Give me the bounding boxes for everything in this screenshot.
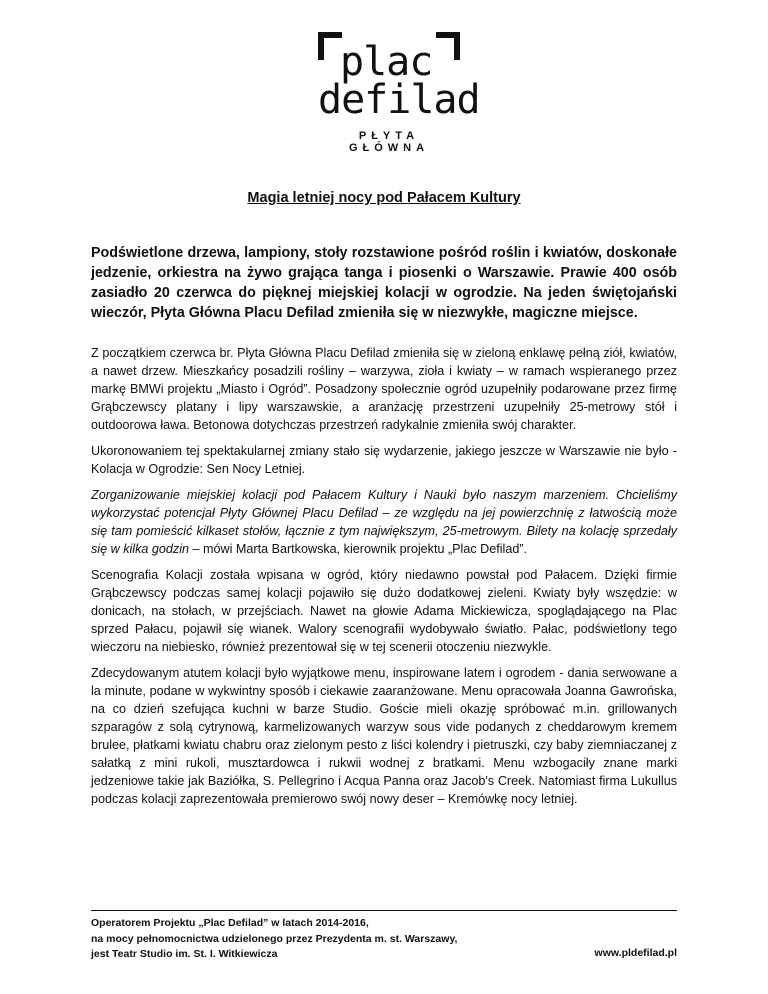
- quote-attribution: – mówi Marta Bartkowska, kierownik projektu „Plac Defilad”.: [189, 542, 528, 556]
- logo-corner-bracket-right: [436, 32, 460, 60]
- paragraph-3-quote: [91, 486, 677, 558]
- paragraph-1: Z początkiem czerwca br. Płyta Główna Placu Defilad zmieniła się w zieloną enklawę pełną ziół, kwiatów, a nawet drzew. Mieszkańcy posadzili rośliny – warzywa, zioła i kwiaty – w ramach wspieranego przez markę BMWi projektu „Miasto i Ogród”. Posadzony społecznie ogród uzupełniły podarowane przez firmę Grąbczewscy platany i lipy warszawskie, a aranżację przestrzeni uzupełniły 25-metrowy stół i outdoorowa ława. Betonowa dotychczas przestrzeń radykalnie zmieniła swój charakter.: [91, 346, 677, 432]
- footer-line-1: Operatorem Projektu „Plac Defilad” w latach 2014-2016,: [91, 917, 369, 929]
- lead-paragraph: Podświetlone drzewa, lampiony, stoły rozstawione pośród roślin i kwiatów, doskonałe jedzenie, orkiestra na żywo grająca tanga i piosenki o Warszawie. Prawie 400 osób zasiadło 20 czerwca do pięknej miejskiej kolacji w ogrodzie. Na jeden świętojański wieczór, Płyta Główna Placu Defilad zmieniła się w niezwykłe, magiczne miejsce.: [91, 245, 677, 321]
- logo-word-plac: plac: [340, 39, 433, 85]
- footer-operator-info: [91, 916, 457, 963]
- footer-website: www.pldefilad.pl: [594, 947, 677, 959]
- plac-defilad-logo: [318, 30, 480, 154]
- paragraph-4: Scenografia Kolacji została wpisana w ogród, który niedawno powstał pod Pałacem. Dzięki firmie Grąbczewscy podczas samej kolacji pojawiło się dużo dodatkowej zieleni. Kwiaty były wszędzie: w donicach, na stołach, w przejściach. Nawet na głowie Adama Mickiewicza, spoglądającego na Plac sprzed Pałacu, pojawił się wianek. Walory scenografii wydobywało światło. Pałac, podświetlony tego wieczoru na niebiesko, również prezentował się w tej scenerii otoczeniu niezwykle.: [91, 568, 677, 654]
- quote-text: Zorganizowanie miejskiej kolacji pod Pałacem Kultury i Nauki było naszym marzeniem. Chcieliśmy wykorzystać potencjał Płyty Głównej Placu Defilad – ze względu na jej powierzchnię z łatwością może się tam pomieścić kilkaset stołów, łącznie z tym największym, 25-metrowym. Bilety na kolację sprzedały się w kilka godzin: [91, 488, 677, 556]
- document-title: Magia letniej nocy pod Pałacem Kultury: [247, 190, 521, 206]
- footer-line-3: jest Teatr Studio im. St. I. Witkiewicza: [91, 948, 278, 960]
- paragraph-5: Zdecydowanym atutem kolacji było wyjątkowe menu, inspirowane latem i ogrodem - dania serwowane a la minute, podane w wykwintny sposób i ciekawie zaaranżowane. Menu opracowała Joanna Gawrońska, na co dzień szefująca kuchni w barze Studio. Goście mieli okazję spróbować m.in. grillowanych szparagów z solą cytrynową, karmelizowanych warzyw sous vide podanych z cheddarowym kremem brulee, płatkami kwiatu chabru oraz zielonym pesto z liści kolendry i pietruszki, czy baby ziemniaczanej z sałatką z mini rukoli, musztardowca i rukwii wodnej z bratkami. Menu wzbogaciły znane marki jedzeniowe takie jak Baziółka, S. Pellegrino i Acqua Panna oraz Jacob's Creek. Natomiast firma Lukullus podczas kolacji zaprezentowała premierowo swój nowy deser – Kremówkę nocy letniej.: [91, 666, 677, 806]
- logo-subtitle: PŁYTA GŁÓWNA: [348, 130, 430, 154]
- logo-corner-bracket-left: [318, 32, 342, 60]
- document-body: [91, 243, 677, 816]
- logo-word-defilad: defilad: [318, 77, 480, 123]
- paragraph-2: Ukoronowaniem tej spektakularnej zmiany stało się wydarzenie, jakiego jeszcze w Warszawie nie było - Kolacja w Ogrodzie: Sen Nocy Letniej.: [91, 444, 677, 476]
- footer-line-2: na mocy pełnomocnictwa udzielonego przez Prezydenta m. st. Warszawy,: [91, 932, 458, 945]
- footer-divider: [91, 910, 677, 911]
